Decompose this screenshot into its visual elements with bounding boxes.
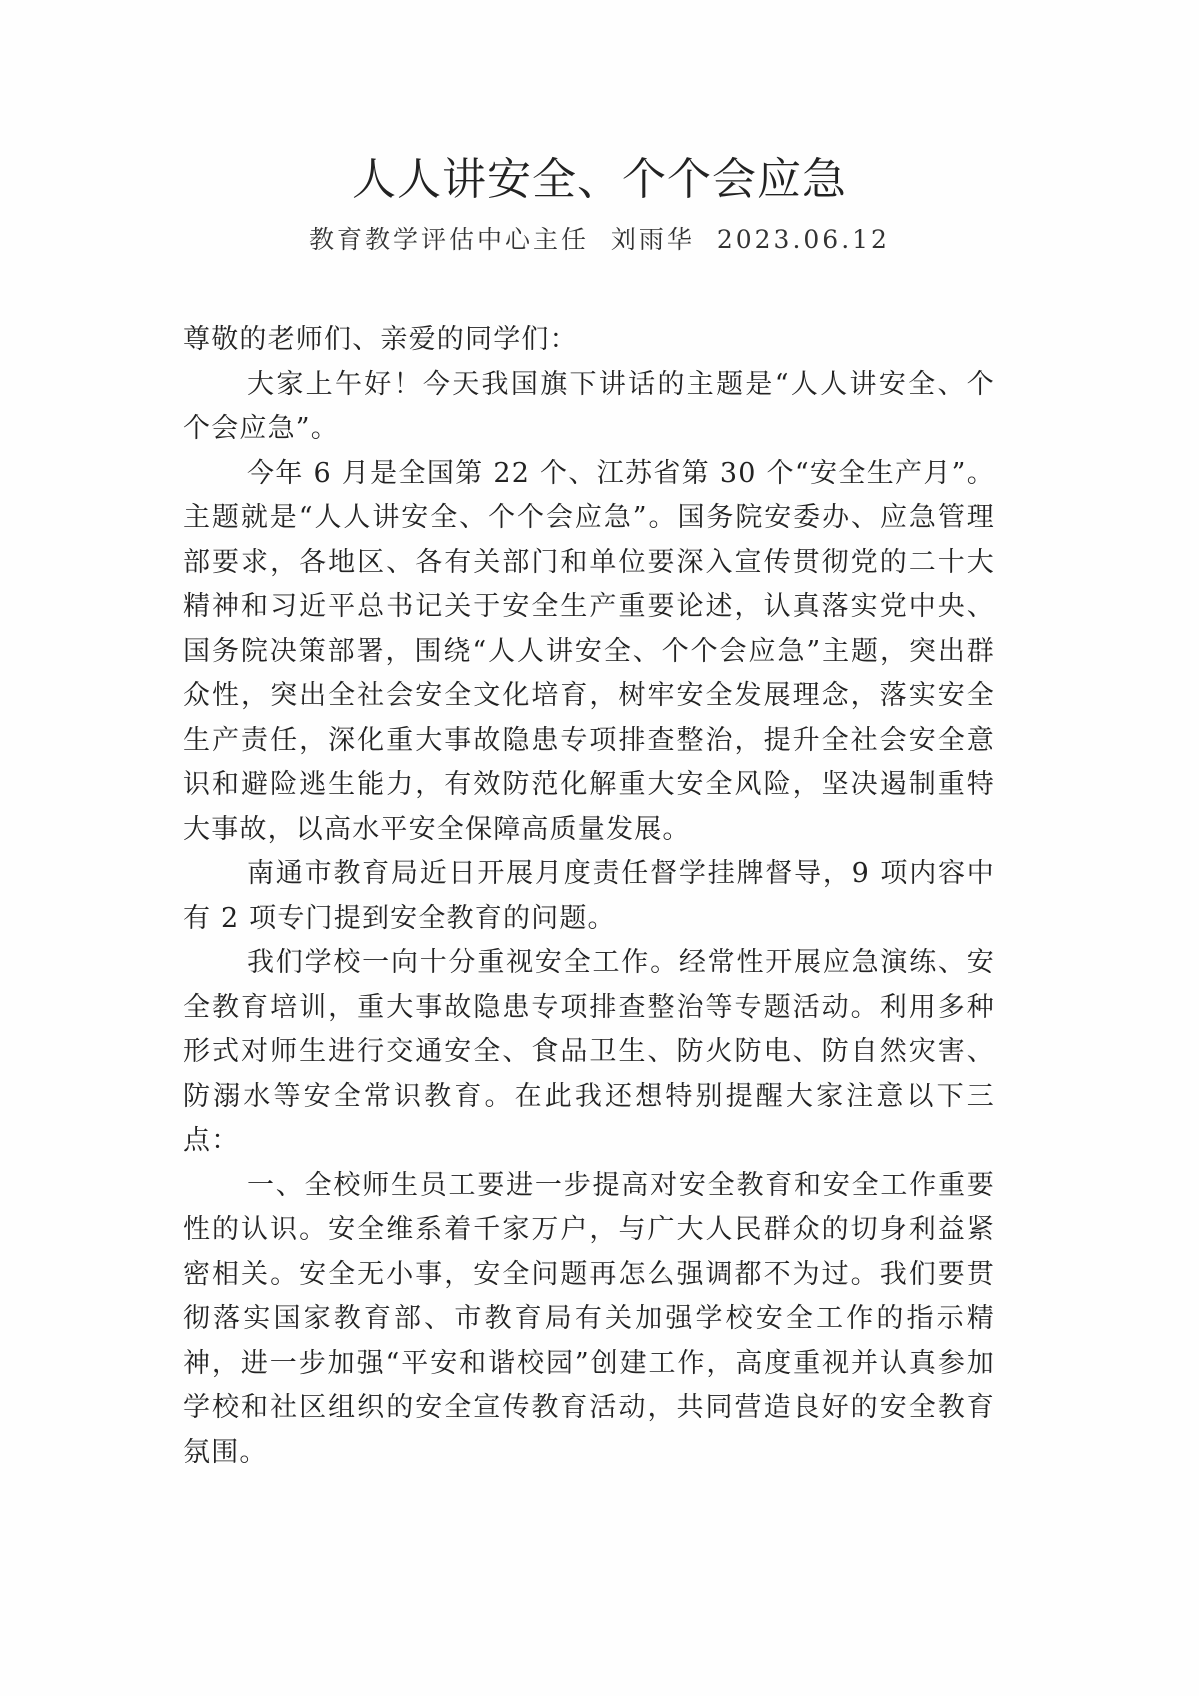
- paragraph: 我们学校一向十分重视安全工作。经常性开展应急演练、安全教育培训，重大事故隐患专项排查整治等专题活动。利用多种形式对师生进行交通安全、食品卫生、防火防电、防自然灾害、防溺水等安全常识教育。在此我还想特别提醒大家注意以下三点：: [183, 947, 995, 1156]
- paragraph: 大家上午好！今天我国旗下讲话的主题是“人人讲安全、个个会应急”。: [183, 368, 995, 444]
- document-body: [183, 318, 995, 1475]
- paragraph: 一、全校师生员工要进一步提高对安全教育和安全工作重要性的认识。安全维系着千家万户，与广大人民群众的切身利益紧密相关。安全无小事，安全问题再怎么强调都不为过。我们要贯彻落实国家教育部、市教育局有关加强学校安全工作的指示精神，进一步加强“平安和谐校园”创建工作，高度重视并认真参加学校和社区组织的安全宣传教育活动，共同营造良好的安全教育氛围。: [183, 1169, 995, 1468]
- author-byline: 教育教学评估中心主任 刘雨华 2023.06.12: [309, 225, 890, 254]
- page-title: 人人讲安全、个个会应急: [352, 154, 847, 205]
- paragraph: 南通市教育局近日开展月度责任督学挂牌督导，9 项内容中有 2 项专门提到安全教育的问题。: [183, 858, 995, 934]
- salutation: 尊敬的老师们、亲爱的同学们：: [183, 324, 578, 355]
- paragraph: 今年 6 月是全国第 22 个、江苏省第 30 个“安全生产月”。主题就是“人人讲安全、个个会应急”。国务院安委办、应急管理部要求，各地区、各有关部门和单位要深入宣传贯彻党的二十大精神和习近平总书记关于安全生产重要论述，认真落实党中央、国务院决策部署，围绕“人人讲安全、个个会应急”主题，突出群众性，突出全社会安全文化培育，树牢安全发展理念，落实安全生产责任，深化重大事故隐患专项排查整治，提升全社会安全意识和避险逃生能力，有效防范化解重大安全风险，坚决遏制重特大事故，以高水平安全保障高质量发展。: [183, 457, 995, 845]
